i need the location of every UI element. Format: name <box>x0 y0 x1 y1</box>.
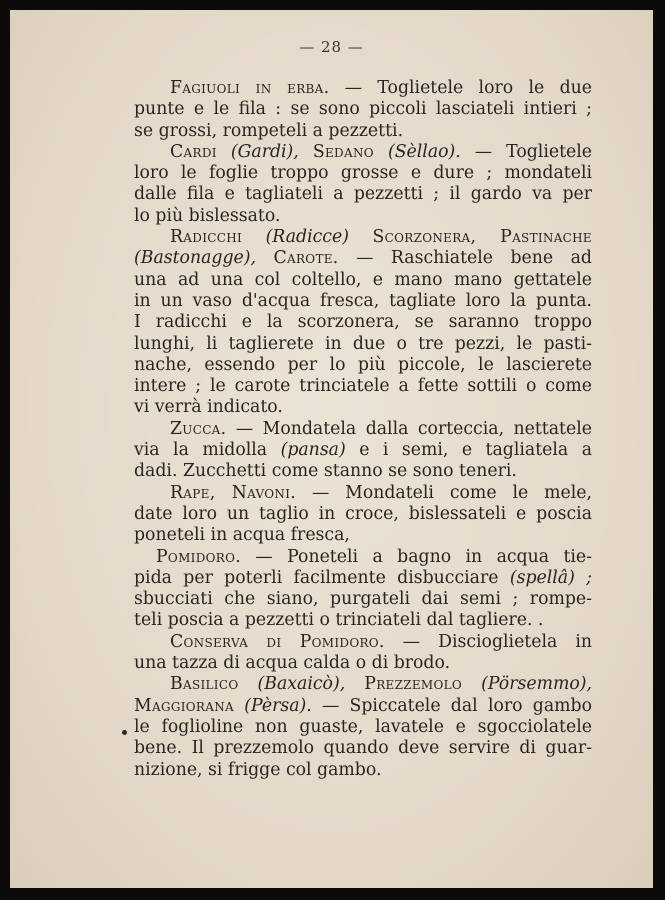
text-run <box>234 696 244 716</box>
text-line <box>134 440 592 461</box>
heading-run: Fagiuoli in erba. <box>170 78 330 98</box>
dialect-term: (Pörsemmo), <box>481 674 592 695</box>
text-line <box>134 568 592 589</box>
heading-run: Carote. <box>273 248 339 269</box>
heading-run: Conserva di Pomidoro. <box>170 631 385 652</box>
text-line <box>134 355 592 376</box>
text-run: dalle fila e tagliateli a pezzetti ; il gardo va per <box>134 184 592 205</box>
text-run <box>238 674 257 694</box>
text-run <box>462 674 481 694</box>
text-line <box>134 738 592 759</box>
text-run: in un vaso d'acqua fresca, tagliate loro la punta. <box>134 290 592 311</box>
text-line <box>134 163 592 184</box>
text-line <box>134 376 592 397</box>
text-run <box>349 227 373 247</box>
text-line <box>134 525 592 546</box>
dialect-term: (Gardi), <box>230 141 299 162</box>
text-line <box>134 312 592 333</box>
text-run: poneteli in acqua fresca, <box>134 525 350 546</box>
dialect-term: (Baxaicò), <box>257 674 346 695</box>
text-run <box>299 142 313 162</box>
page-body-text <box>134 78 592 781</box>
heading-run: Cardi <box>170 141 217 162</box>
text-line <box>134 589 592 610</box>
dialect-term: (spellâ) ; <box>509 567 592 588</box>
text-run: via la midolla <box>134 440 281 461</box>
text-line <box>134 610 592 631</box>
text-line <box>134 78 592 99</box>
text-run: loro le foglie troppo grosse e dure ; mondateli <box>134 163 592 184</box>
text-run: vi verrà indicato. <box>134 397 283 418</box>
text-run: le foglioline non guaste, lavatele e sgocciolatele <box>134 716 592 737</box>
text-run: sbucciati che siano, purgateli dai semi ; rompe- <box>134 589 592 610</box>
text-run: lunghi, li taglierete in due o tre pezzi, le pasti- <box>134 333 592 354</box>
text-run: — Toglietele loro le due <box>329 78 592 98</box>
heading-run: Sedano <box>312 141 374 162</box>
text-line <box>134 760 592 781</box>
dialect-term: (Sèllao). <box>387 141 461 162</box>
text-line <box>134 632 592 653</box>
text-line <box>134 99 592 120</box>
text-run: se grossi, rompeteli a pezzetti. <box>134 120 404 141</box>
ink-speck <box>122 730 127 735</box>
text-run: — Spiccatele dal loro gambo <box>311 695 593 716</box>
text-run: punte e le fila : se sono piccoli lasciateli intieri ; <box>134 99 592 120</box>
dialect-term: (Radicce) <box>265 227 349 248</box>
text-line <box>134 674 592 695</box>
heading-run: Scorzonera, Pastinache <box>372 227 592 248</box>
text-run: dadi. Zucchetti come stanno se sono teneri. <box>134 461 517 482</box>
text-run: teli poscia a pezzetti o trinciateli dal tagliere. . <box>134 610 544 631</box>
text-line <box>134 653 592 674</box>
text-line <box>134 461 592 482</box>
text-run: nache, essendo per lo più piccole, le lascierete <box>134 354 592 375</box>
book-page <box>10 10 653 888</box>
text-run: bene. Il prezzemolo quando deve servire di guar- <box>134 738 592 759</box>
text-run: — Mondatela dalla corteccia, nettatele <box>226 418 592 439</box>
text-line <box>134 483 592 504</box>
text-run: I radicchi e la scorzonera, se saranno troppo <box>134 312 592 333</box>
text-line <box>134 419 592 440</box>
text-run: — Discioglietela in <box>384 631 592 652</box>
heading-run: Prezzemolo <box>364 674 463 695</box>
heading-run: Radicchi <box>170 227 243 248</box>
heading-run: Zucca. <box>170 418 227 439</box>
text-line <box>134 184 592 205</box>
text-line <box>134 397 592 418</box>
text-run: lo più bislessato. <box>134 205 281 226</box>
text-run <box>256 248 274 268</box>
text-run <box>242 227 266 247</box>
text-line <box>134 504 592 525</box>
text-line <box>134 547 592 568</box>
dialect-term: (Bastonagge), <box>134 248 256 269</box>
text-run: una tazza di acqua calda o di brodo. <box>134 653 451 674</box>
text-run <box>345 674 364 694</box>
heading-run: Basilico <box>170 674 239 695</box>
text-line <box>134 121 592 142</box>
text-run: — Poneteli a bagno in acqua tie- <box>241 546 592 567</box>
heading-run: Rape, Navoni. <box>170 482 297 503</box>
text-line <box>134 270 592 291</box>
text-line <box>134 206 592 227</box>
heading-run: Maggiorana <box>134 695 234 716</box>
text-run: una ad una col coltello, e mano mano gettatele <box>134 269 592 290</box>
text-line <box>134 717 592 738</box>
text-line <box>134 696 592 717</box>
text-run: — Raschiatele bene ad <box>338 248 592 269</box>
text-run: date loro un taglio in croce, bislessateli e poscia <box>134 503 592 524</box>
text-run: intere ; le carote trinciatele a fette sottili o come <box>134 376 592 397</box>
text-run <box>217 142 231 162</box>
text-line <box>134 142 592 163</box>
dialect-term: (pansa) <box>280 440 346 461</box>
dialect-term: (Pèrsa). <box>244 695 312 716</box>
text-line <box>134 248 592 269</box>
text-run <box>374 142 388 162</box>
text-run: e i semi, e tagliatela a <box>345 440 593 461</box>
heading-run: Pomidoro. <box>156 546 242 567</box>
text-line <box>134 334 592 355</box>
text-line <box>134 291 592 312</box>
text-run: pida per poterli facilmente disbucciare <box>134 567 510 588</box>
text-line <box>134 227 592 248</box>
page-number: — 28 — <box>299 38 364 56</box>
text-run: nizione, si frigge col gambo. <box>134 759 382 780</box>
text-run: — Mondateli come le mele, <box>296 482 592 503</box>
text-run: — Toglietele <box>460 141 593 162</box>
